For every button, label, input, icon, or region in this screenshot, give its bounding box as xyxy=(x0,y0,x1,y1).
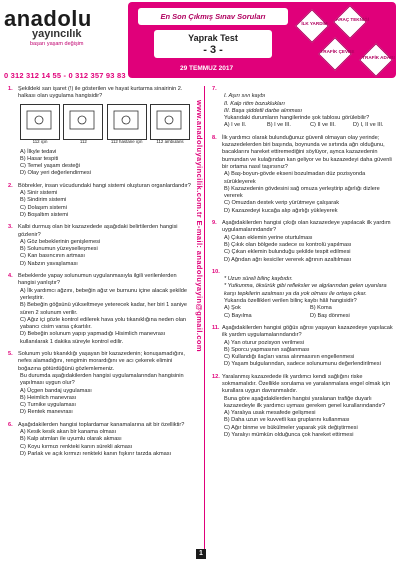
logo-sub: yayıncılık xyxy=(32,28,82,40)
brand xyxy=(4,8,122,47)
option: D) Nabzın yavaşlaması xyxy=(20,260,78,267)
left-column xyxy=(8,86,194,463)
option: C) Kullandığı ilaçları varsa alınmasının engellenmesi xyxy=(224,354,355,361)
test-title: Yaprak Test xyxy=(188,33,238,43)
option-row xyxy=(212,313,396,320)
option: A) I ve II. xyxy=(224,122,247,129)
option-row xyxy=(212,122,396,129)
question xyxy=(8,86,194,178)
option: D) Yaralıyı mümkün olduğunca çok hareket ettirmesi xyxy=(224,432,354,439)
question xyxy=(212,325,396,369)
option: A) Sinir sistemi xyxy=(20,190,58,197)
question-number: 6. xyxy=(8,421,13,428)
question xyxy=(8,422,194,458)
question-text: Aşağıdakilerden hangisi göğüs ağrısı yaşayan kazazedeye yapılacak ilk yardım uygulamalarındandır? xyxy=(222,324,393,339)
question xyxy=(212,374,396,440)
statement: * Uzun süreli bilinç kaybıdır. xyxy=(224,276,293,283)
option: C) Temel yaşam desteği xyxy=(20,163,80,170)
question-text xyxy=(222,86,396,93)
option: C) Turnike uygulaması xyxy=(20,402,76,409)
question-subtext: Bu durumda aşağıdakilerden hangisi uygulamalarından hangisinin yapılması uygun olur? xyxy=(20,372,184,387)
question-header xyxy=(8,86,194,101)
question-text: İlk yardımcı olarak bulunduğunuz güvenli olmayan olay yerinde; kazazedelerden biri başında, boynunda ve sırtında ağrı olduğunu, bacaklarını hareket ettiremediğini söylüyor, aynca kazazedenin burnundan ve kulağından kan geliyor ve bu kazazedeyi daha güvenli bir ortama nasıl taşırsınız? xyxy=(222,134,392,170)
question-number: 7. xyxy=(212,86,217,92)
question-number: 10. xyxy=(212,268,220,275)
question-header xyxy=(212,269,396,276)
option: C) Koyu kırmızı renkteki kanın sürekli akması xyxy=(20,443,133,450)
figure-label: 112 hastane için xyxy=(110,139,143,145)
question-text: Aşağıdakilerden hangisi çıkığı olan kazazedeye yapılacak ilk yardım uygulamalarındandır? xyxy=(222,220,391,234)
sign-first-aid: İLK YARDIM xyxy=(295,9,329,43)
question-subtext: Yukarıdaki durumların hangilerinde şok tablosu görülebilir? xyxy=(224,115,370,122)
option: C) Dolaşım sistemi xyxy=(20,204,67,211)
phone-numbers: 0 312 312 14 55 - 0 312 357 93 83 xyxy=(4,71,126,80)
question-number: 1. xyxy=(8,86,13,92)
question-number: 4. xyxy=(8,273,13,280)
question-number: 12. xyxy=(212,373,220,380)
option: A) İlk yardımcı ağzını, bebeğin ağız ve burnunu içine alacak şekilde yerleştirir. xyxy=(20,287,187,301)
question xyxy=(8,273,194,346)
tagline: başarı yaşam değişim xyxy=(30,41,84,47)
question-text: Kalbi durmuş olan bir kazazedede aşağıdaki belirtilerden hangisi gözlenir? xyxy=(18,224,178,238)
question-header xyxy=(212,220,396,235)
figure-label: 112 ambulans xyxy=(156,139,184,145)
option: A) Yaralıya usak mesafede gelişmesi xyxy=(224,410,316,417)
statement: I. Aşırı sıvı kaybı xyxy=(224,93,266,100)
option: B) Koma xyxy=(310,305,332,312)
question-number: 11. xyxy=(212,324,220,331)
option: A) Şok xyxy=(224,305,241,312)
question-number: 3. xyxy=(8,224,13,231)
option: B) Kalp atımları ile uyumlu olarak akması xyxy=(20,436,122,443)
sign-traffic-env: TRAFİK ÇEVRE xyxy=(318,37,352,71)
option: C) Çıkan eklemin bulunduğu şekilde tespit edilmesi xyxy=(224,249,351,256)
question-header xyxy=(8,422,194,429)
question-header xyxy=(8,224,194,239)
header xyxy=(0,0,400,84)
question-text: Şekildeki sarı işaret (!) ile gösterilen ve hayat kurtarma sinairinin 2. halkası olan uygulama hangisidir? xyxy=(18,86,183,100)
question xyxy=(8,224,194,268)
figure-panel xyxy=(20,104,60,145)
option: A) Göz bebeklerinin genişlemesi xyxy=(20,238,101,245)
question-text: Bebeklerde yapay solunumun uygulanmasıyla ilgili verilenlerden hangisi yanlıştır? xyxy=(18,273,177,287)
option: B) Sporcu yapmasının sağlanması xyxy=(224,346,310,353)
question xyxy=(212,269,396,320)
question-subtext: Buna göre aşağıdakilerden hangisi yaralanan trafiğe duyarlı kazazedeyle ilk yardımcı uyması gereken genel kurallarındandır? xyxy=(224,395,386,409)
option: A) Baş-boyun-gövde ekseni bozulmadan düz pozisyonda sürükleyerek xyxy=(224,171,366,185)
option: C) Kan basıncının artması xyxy=(20,253,85,260)
option: D) Baş dönmesi xyxy=(310,312,350,319)
question-number: 5. xyxy=(8,351,13,358)
figure-panel xyxy=(150,104,190,145)
figure-label: 112 xyxy=(79,139,87,145)
series-label: En Son Çıkmış Sınav Soruları xyxy=(138,8,288,25)
option: D) Yaşam bulgularından, sadece solunumunu değerlendirilmesi xyxy=(224,361,381,368)
figure-panel xyxy=(63,104,103,145)
question-header xyxy=(212,135,396,171)
option: B) Heimlich manevrası xyxy=(20,394,77,401)
figure-panel xyxy=(107,104,147,145)
option: D) Kazazedeyi kucağa alıp ağırlığı yükleyerek xyxy=(224,207,338,214)
option: D) I, II ve III. xyxy=(353,122,384,129)
question xyxy=(8,351,194,417)
statement: * Yutkunma, öksürük gibi refleksler ve algılarından gelen uyarılara karşı tepkilerin azalması ya da yok olması ile ortaya çıkar. xyxy=(224,283,387,297)
option-row xyxy=(212,305,396,312)
question-text: Yaralanmış kazazedede ilk yardımcı kendi sağlığını riske sokmamalıdır. Özellikle sorulama ve yaralanmalara engel olmak için kurallara uygun davranmalıdır. xyxy=(222,373,391,395)
sign-vehicle: ARAÇ TEKNİĞİ xyxy=(333,5,367,39)
question-header xyxy=(212,374,396,396)
question-text: Böbrekler, insan vücudundaki hangi sistemi oluşturan organlardandır? xyxy=(18,182,191,189)
option: D) Parlak ve açık kırmızı renkteki kanın fışkırır tarzda akması xyxy=(20,450,172,457)
statement: II. Kalp ritim bozuklukları xyxy=(224,100,285,107)
figure-label: 112 için xyxy=(32,139,48,145)
question-text: Aşağıdakilerden hangisi toplardamar kanamalarına ait bir özelliktir? xyxy=(18,421,185,428)
question-number: 2. xyxy=(8,182,13,189)
logo: anadolu xyxy=(4,6,92,31)
option: D) Rentek manevrası xyxy=(20,409,73,416)
option: D) Bebeğin solunum yapıp yapmadığı Hisimlich manevrası kullanılarak 1 dakika süreyle kontrol edilir. xyxy=(20,331,166,345)
option: A) Yan oturur pozisyon verilmesi xyxy=(224,339,305,346)
option: C) Ağır binme ve bükülmeler yaparak yük değiştirmesi xyxy=(224,424,358,431)
question-header xyxy=(8,273,194,288)
sidebar-text: www.anadoluyayincilik.com.tr E-mail: anadoluyayin@gmail.com xyxy=(195,100,204,352)
option: B) Hasar tespiti xyxy=(20,155,59,162)
option: B) Kazazedenin gövdesini sağ omuza yerleştirip ağırlığı dizlere vererek xyxy=(224,185,380,200)
page-number: 1 xyxy=(196,549,206,559)
option: B) I ve III. xyxy=(267,122,291,129)
question xyxy=(212,220,396,264)
test-date: 29 TEMMUZ 2017 xyxy=(180,65,234,72)
option: A) Üçgen bandaj uygulaması xyxy=(20,387,92,394)
sign-traffic-manners: TRAFİK ADABI xyxy=(359,43,393,77)
option: C) Omuzdan destek verip yürütmeye çalışarak xyxy=(224,200,340,207)
question-header xyxy=(8,183,194,190)
option: B) Çıkık olan bölgede sadece ısı kontrolü yapılması xyxy=(224,241,352,248)
option: D) Ağrıdan ağrı kesiciler vererek ağrının azaltılması xyxy=(224,256,352,263)
question-header xyxy=(212,86,396,93)
question-number: 8. xyxy=(212,134,217,141)
question-text xyxy=(222,269,396,276)
question-subtext: Yukarıda özellikleri verilen bilinç kaybı hâli hangisidir? xyxy=(224,298,357,305)
question-text: Solunum yolu tıkanıklığı yaşayan bir kazazedenin; konuşamadığını, nefes alamadığını, rengimin morardığını ve acı çekerek elimini boğazına götürdüğünü gözlemlemeniz. xyxy=(18,351,185,372)
question xyxy=(212,86,396,130)
option: A) Kesik kesik akan bir kanama olması xyxy=(20,428,117,435)
option: B) Daha uzun ve kuvvetli kas gruplarını kullanması xyxy=(224,417,350,424)
option: D) Olay yeri değerlendirmesi xyxy=(20,170,91,177)
question xyxy=(8,183,194,219)
question xyxy=(212,135,396,215)
test-title-box xyxy=(154,30,272,58)
question-number: 9. xyxy=(212,220,217,227)
right-column xyxy=(212,86,396,444)
option: C) Ağız içi gözle kontrol edilerek hava yolu tıkanıklığına neden olan yabancı cisim varsa çıkartılır. xyxy=(20,316,187,331)
option: D) Boşaltım sistemi xyxy=(20,211,69,218)
option: B) Bebeğin göğsünü yükseltmeye yeterecek kadar, her biri 1 saniye süren 2 solunum verilir. xyxy=(20,302,187,316)
statement: III. Başa şiddetli darbe alınması xyxy=(224,107,303,114)
question-header xyxy=(8,351,194,373)
option: C) Bayılma xyxy=(224,312,252,319)
option: B) Solunumun yüzeyselleşmesi xyxy=(20,246,98,253)
option: C) II ve III. xyxy=(310,122,336,129)
test-number: - 3 - xyxy=(203,44,223,56)
option: B) Sindirim sistemi xyxy=(20,197,67,204)
question-figure xyxy=(20,104,190,146)
header-banner xyxy=(128,2,396,78)
question-header xyxy=(212,325,396,340)
option: A) İlkyle tedavi xyxy=(20,148,57,155)
option: A) Çıkan eklemin yerine oturtulması xyxy=(224,234,313,241)
